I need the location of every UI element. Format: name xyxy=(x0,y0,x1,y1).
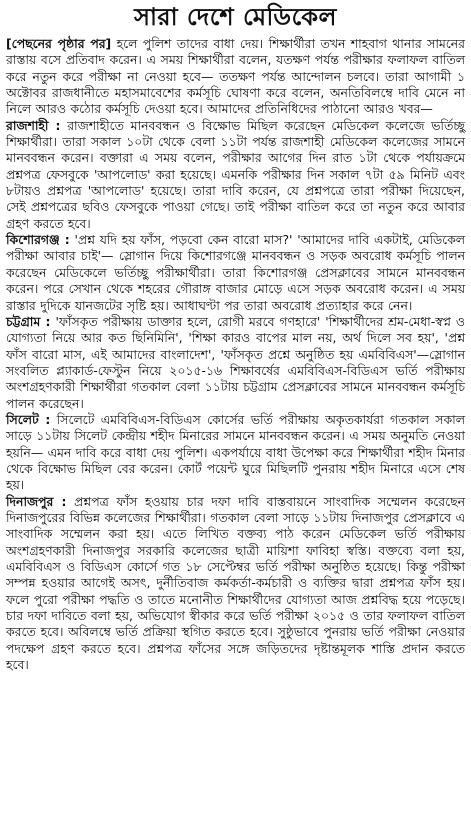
section-sylhet xyxy=(6,412,465,494)
section-text-rajshahi: রাজশাহীতে মানববন্ধন ও বিক্ষোভ মিছিল করেছেন মেডিকেল কলেজে ভর্তিচ্ছু শিক্ষার্থীরা। তারা সকাল ১০টা থেকে বেলা ১১টা পর্যন্ত রাজশাহী মেডিকেল কলেজের সামনে মানববন্ধন করেন। বক্তারা এ সময় বলেন, পরীক্ষার আগের দিন রাত ১টা থেকে পর্যায়ক্রমে প্রশ্নপত্র ফেসবুকে 'আপলোড' করা হয়েছে। এমনকি পরীক্ষার দিন সকাল ৭টা ৫৯ মিনিট এবং ৮টায়ও প্রশ্নপত্র 'আপলোড' হয়েছে। তারা দাবি করেন, যে প্রশ্নপত্রে তারা পরীক্ষা দিয়েছেন, সেই প্রশ্নপত্রের ছবিও ফেসবুকে পাওয়া গেছে। তাই পরীক্ষা বাতিল করে তা নতুন করে আবার গ্রহণ করতে হবে। xyxy=(6,117,465,231)
section-text-chattogram: 'ফাঁসকৃত পরীক্ষায় ডাক্তার হলে, রোগী মরবে গণহারে' 'শিক্ষার্থীদের শ্রম-মেধা-স্বপ্ন ও যোগ্যতা নিয়ে আর কত ছিনিমিনি', 'শিক্ষা কারও বাপের মাল নয়, অর্থ দিলে সব হয়', 'প্রশ্ন ফাঁস বারো মাস, এই আমাদের বাংলাদেশ', 'ফাঁসকৃত প্রশ্নে অনুষ্ঠিত হয় এমবিবিএস'—স্লোগান সংবলিত প্ল্যাকার্ড-ফেস্টুন নিয়ে ২০১৫-১৬ শিক্ষাবর্ষের এমবিবিএস-বিডিএস ভর্তি পরীক্ষায় অংশগ্রহণকারী শিক্ষার্থীরা গতকাল বেলা ১১টায় চট্টগ্রাম প্রেসক্লাবের সামনে মানববন্ধন কর্মসূচি পালন করেছেন। xyxy=(6,313,465,411)
section-lead-chattogram: চট্টগ্রাম : xyxy=(6,313,51,329)
section-lead-rajshahi: রাজশাহী : xyxy=(6,117,61,133)
section-kishoreganj xyxy=(6,232,465,314)
section-lead-dinajpur: দিনাজপুর : xyxy=(6,493,67,509)
section-dinajpur xyxy=(6,494,465,674)
section-text-dinajpur: প্রশ্নপত্র ফাঁস হওয়ায় চার দফা দাবি বাস্তবায়নে সাংবাদিক সম্মেলন করেছেন দিনাজপুরের বিভিন্ন কলেজের শিক্ষার্থীরা। গতকাল বেলা সাড়ে ১১টায় দিনাজপুর প্রেসক্লাবে এ সাংবাদিক সম্মেলন করা হয়। এতে লিখিত বক্তব্য পাঠ করেন মেডিকেল ভর্তি পরীক্ষায় অংশগ্রহণকারী দিনাজপুর সরকারি কলেজের ছাত্রী মায়িশা ফাবিহা স্বস্তি। বক্তব্যে বলা হয়, এমবিবিএস ও বিডিএস কোর্সে গত ১৮ সেপ্টেম্বর ভর্তি পরীক্ষা অনুষ্ঠিত হয়েছে। কিন্তু পরীক্ষা সম্পন্ন হওয়ার আগেই অসৎ, দুর্নীতিবাজ কর্মকর্তা-কর্মচারী ও ব্যক্তির দ্বারা প্রশ্নপত্র ফাঁস হয়। ফলে পুরো পরীক্ষা পদ্ধতি ও তাতে মনোনীত শিক্ষার্থীদের যোগ্যতা আজ প্রশ্নবিদ্ধ হয়ে পড়েছে। চার দফা দাবিতে বলা হয়, অভিযোগ স্বীকার করে ভর্তি পরীক্ষা ২০১৫ ও তার ফলাফল বাতিল করতে হবে। অবিলম্বে ভর্তি প্রক্রিয়া স্থগিত করতে হবে। সুষ্ঠুভাবে পুনরায় ভর্তি পরীক্ষা নেওয়ার পদক্ষেপ গ্রহণ করতে হবে। প্রশ্নপত্র ফাঁসের সঙ্গে জড়িতদের দৃষ্টান্তমূলক শাস্তি প্রদান করতে হবে। xyxy=(6,493,465,673)
intro-text: হলে পুলিশ তাদের বাধা দেয়। শিক্ষার্থীরা তখন শাহবাগ থানার সামনের রাস্তায় বসে প্রতিবাদ করেন। এ সময় শিক্ষার্থীরা বলেন, যতক্ষণ পর্যন্ত পরীক্ষার ফলাফল বাতিল করে নতুন করে পরীক্ষা না নেওয়া হবে— ততক্ষণ পর্যন্ত আন্দোলন চলবে। তারা আগামী ১ অক্টোবর রাজধানীতে মহাসমাবেশের কর্মসূচি ঘোষণা করে বলেন, অনতিবিলম্বে দাবি মেনে না নিলে আরও কঠোর কর্মসূচি দেওয়া হবে। আমাদের প্রতিনিধিদের পাঠানো আরও খবর— xyxy=(6,36,465,117)
intro-paragraph xyxy=(6,36,465,118)
section-text-kishoreganj: 'প্রশ্ন যদি হয় ফাঁস, পড়বো কেন বারো মাস?' 'আমাদের দাবি একটাই, মেডিকেল পরীক্ষা আবার চাই'— স্লোগান দিয়ে কিশোরগঞ্জে মানববন্ধন ও সড়ক অবরোধ কর্মসূচি পালন করেছেন মেডিকেলে ভর্তিচ্ছু পরীক্ষার্থীরা। তারা কিশোরগঞ্জ প্রেসক্লাবের সামনে মানববন্ধন করেন। পরে সেখান থেকে শহরের গৌরাঙ্গ বাজার মোড়ে এসে সড়ক অবরোধ করেন। এ সময় রাস্তার দুদিকে যানজটের সৃষ্টি হয়। আধাঘণ্টা পর তারা অবরোধ প্রত্যাহার করে নেন। xyxy=(6,232,465,313)
section-lead-kishoreganj: কিশোরগঞ্জ : xyxy=(6,232,70,248)
section-chattogram xyxy=(6,314,465,412)
continued-from-tag: [পেছনের পৃষ্ঠার পর] xyxy=(6,36,112,51)
headline: সারা দেশে মেডিকেল xyxy=(134,3,337,31)
section-rajshahi xyxy=(6,118,465,232)
section-text-sylhet: সিলেটে এমবিবিএস-বিডিএস কোর্সের ভর্তি পরীক্ষায় অকৃতকার্যরা গতকাল সকাল সাড়ে ১১টায় সিলেট কেন্দ্রীয় শহীদ মিনারের সামনে মানববন্ধন করেন। এ সময় অনুমতি নেওয়া হয়নি— এমন দাবি করে বাধা দেয় পুলিশ। একপর্যায়ে বাধা উপেক্ষা করে শিক্ষার্থীরা শহীদ মিনার থেকে বিক্ষোভ মিছিল বের করেন। কোর্ট পয়েন্ট ঘুরে মিছিলটি পুনরায় শহীদ মিনারে এসে শেষ হয়। xyxy=(6,411,465,493)
section-lead-sylhet: সিলেট : xyxy=(6,411,51,427)
